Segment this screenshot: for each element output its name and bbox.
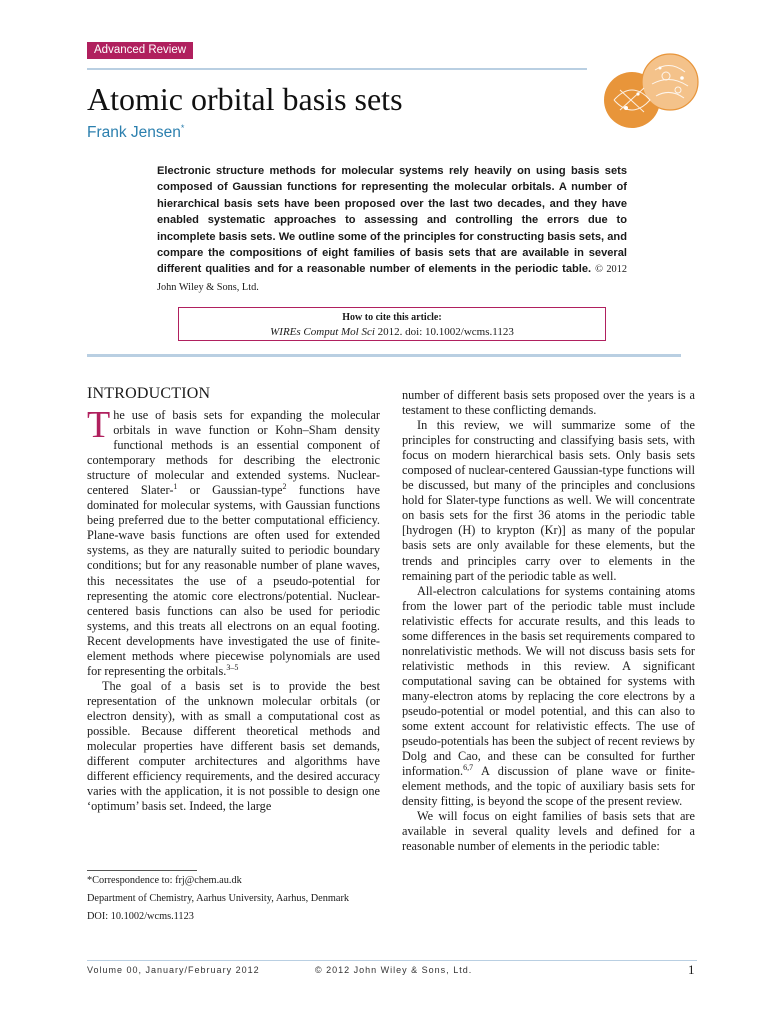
paragraph-1	[87, 404, 380, 679]
paragraph-text: or Gaussian-type	[177, 483, 283, 498]
paragraph-text: functions have dominated for molecular systems, with Gaussian functions being preferred due to the better computational efficiency. Plane-wave basis functions are often used for extended systems, as they are naturally suited to periodic boundary conditions; but for any reasonable number of plane waves, this necessitates the use of a pseudo-potential for representing the atomic core electrons/potential. Nuclear-centered basis functions can also be used for periodic systems, and this treats all electrons on an equal footing. Recent developments have investigated the use of finite-element methods where piecewise polynomials are used for representing the orbitals.	[87, 483, 380, 678]
citation-ref[interactable]: 6,7	[463, 763, 474, 773]
footer-copyright: © 2012 John Wiley & Sons, Ltd.	[315, 965, 473, 975]
citation-ref[interactable]: 3–5	[226, 662, 239, 672]
paragraph-2: The goal of a basis set is to provide the best representation of the unknown molecular orbitals (or electron density), with as small a computational cost as possible. Because different theoretical methods and molecular properties have different basis set demands, different computer architectures and algorithms have different efficiency requirements, and the desired accuracy varies with the application, it is not possible to design one ‘optimum’ basis set. Indeed, the large	[87, 678, 380, 814]
citation-ref[interactable]: 1	[173, 482, 178, 492]
citation-ref[interactable]: 2	[282, 482, 287, 492]
footer-rule	[87, 960, 697, 961]
article-type-badge: Advanced Review	[87, 42, 193, 59]
correspondence-note[interactable]: *Correspondence to: frj@chem.au.dk	[87, 875, 242, 886]
section-heading: INTRODUCTION	[87, 385, 211, 402]
doi-note[interactable]: DOI: 10.1002/wcms.1123	[87, 911, 194, 922]
footnote-rule	[87, 870, 197, 871]
citation-box	[178, 307, 606, 341]
paragraph-text: All-electron calculations for systems containing atoms from the lower part of the periodic table must include relativistic effects for accurate results, and this leads to some differences in the basis set requirements compared to nonrelativistic methods. We will not discuss basis sets for relativistic methods in this review. A significant computational saving can be obtained for systems with many-electron atoms by replacing the core electrons by a pseudo-potential or model potential, and this can also to some extent account for relativistic effects. The use of pseudo-potentials has been the subject of recent reviews by Dolg and Cao, and these can be consulted for further information.	[402, 583, 695, 779]
footnotes	[87, 872, 387, 926]
citation-text	[179, 325, 605, 339]
author-line	[87, 124, 184, 142]
author-name[interactable]: Frank Jensen	[87, 124, 181, 141]
left-column	[87, 404, 380, 814]
section-rule	[87, 354, 681, 357]
right-column	[402, 388, 695, 854]
article-title: Atomic orbital basis sets	[87, 81, 403, 117]
affiliation-note: Department of Chemistry, Aarhus University, Aarhus, Denmark	[87, 893, 350, 904]
paragraph-text: A discussion of plane wave or finite-element methods, and the topic of auxiliary basis sets for density fitting, is beyond the scope of the present review.	[402, 764, 695, 809]
abstract	[157, 163, 627, 296]
citation-journal: WIREs Comput Mol Sci	[270, 326, 375, 338]
paragraph-continued: number of different basis sets proposed over the years is a testament to these conflicting demands.	[402, 388, 695, 418]
paragraph-4	[402, 584, 695, 810]
drop-cap: T	[87, 404, 111, 446]
wires-journal-logo-icon	[600, 50, 700, 140]
header-rule	[87, 68, 587, 70]
abstract-text: Electronic structure methods for molecular systems rely heavily on using basis sets composed of Gaussian functions for representing the molecular orbitals. A number of hierarchical basis sets have been proposed over the last two decades, and they have enabled systematic approaches to assessing and controlling the errors due to incomplete basis sets. We outline some of the principles for constructing basis sets, and compare the compositions of eight families of basis sets that are available in several different qualities and for a reasonable number of elements in the periodic table.	[157, 165, 627, 276]
paragraph-text: he use of basis sets for expanding the molecular orbitals in wave function or Kohn–Sham density functional methods is an essential component of contemporary methods for describing the electronic structure of molecular and extended systems. Nuclear-centered Slater-	[87, 408, 380, 498]
citation-doi[interactable]: 2012. doi: 10.1002/wcms.1123	[374, 326, 514, 338]
author-mark: *	[180, 122, 185, 133]
footer-volume: Volume 00, January/February 2012	[87, 965, 260, 975]
paragraph-3: In this review, we will summarize some of the principles for constructing and classifying basis sets, with focus on modern hierarchical basis sets. Only basis sets composed of nuclear-centered Gaussian-type functions will be discussed, but many of the principles and conclusions hold for Slater-type functions as well. We will concentrate on basis sets for the first 36 atoms in the periodic table [hydrogen (H) to krypton (Kr)] as many of the popular basis sets are only available for these elements, but the trends and principles carry over to elements in the remaining part of the periodic table as well.	[402, 418, 695, 583]
citation-heading: How to cite this article:	[342, 312, 442, 323]
page-number: 1	[688, 962, 695, 977]
abstract-copyright: © 2012 John Wiley & Sons, Ltd.	[157, 264, 627, 293]
paragraph-5: We will focus on eight families of basis sets that are available in several quality levels and defined for a reasonable number of elements in the periodic table:	[402, 809, 695, 854]
